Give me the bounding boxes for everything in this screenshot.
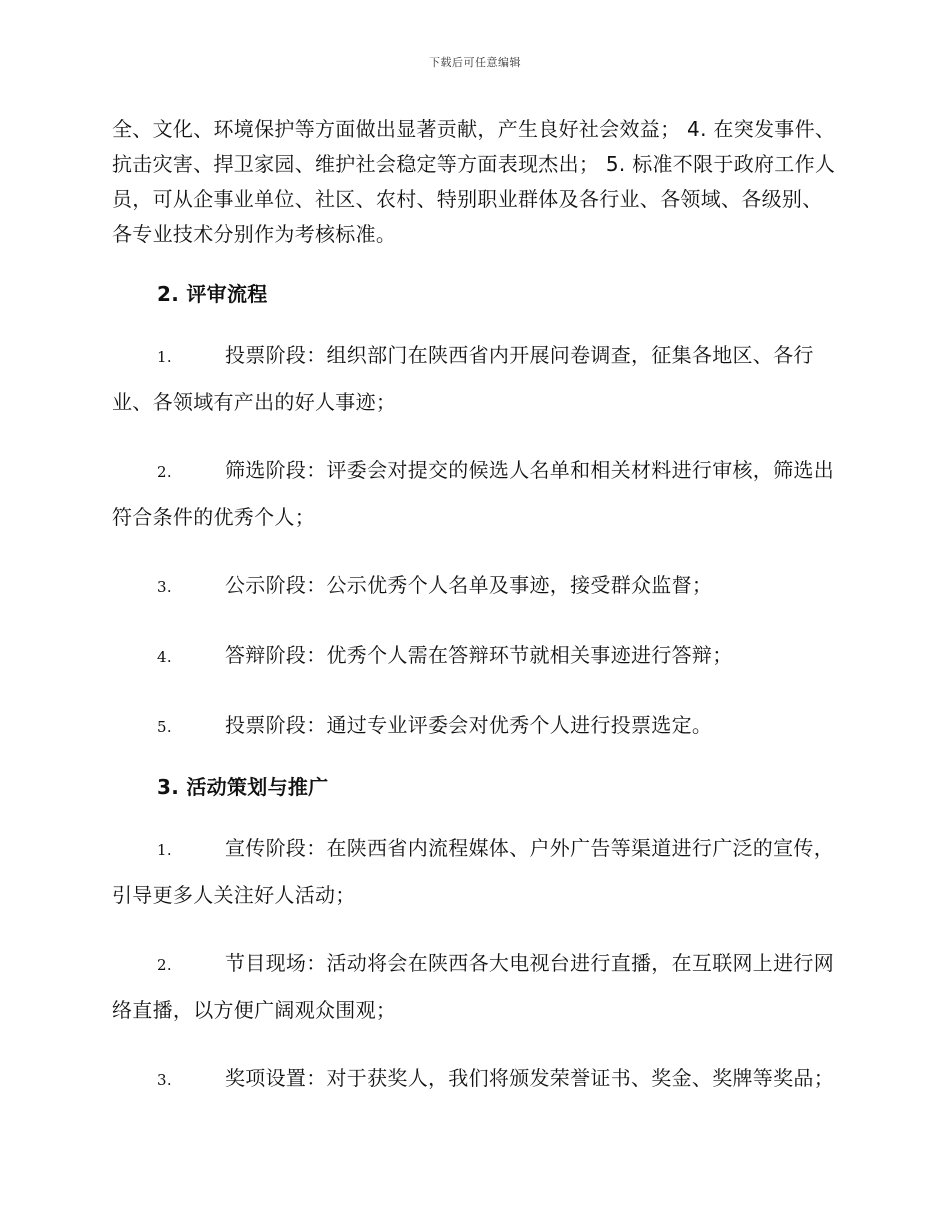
- list-item-number: 4.: [157, 648, 172, 666]
- list-item-number: 2.: [157, 463, 172, 481]
- section-heading-review-process: 2. 评审流程: [157, 282, 268, 306]
- list-item: [112, 941, 838, 1033]
- document-content: [112, 112, 838, 1126]
- list-item: [112, 826, 838, 918]
- list-item-text: 投票阶段：组织部门在陕西省内开展问卷调查，征集各地区、各行业、各领域有产出的好人事迹；: [112, 343, 814, 414]
- list-item: [112, 333, 838, 425]
- list-item-number: 3.: [157, 578, 172, 596]
- list-item: [112, 448, 838, 540]
- list-item-number: 2.: [157, 956, 172, 974]
- list-item-text: 奖项设置：对于获奖人，我们将颁发荣誉证书、奖金、奖牌等奖品；: [225, 1066, 834, 1090]
- list-item-number: 1.: [157, 841, 172, 859]
- list-item-text: 投票阶段：通过专业评委会对优秀个人进行投票选定。: [225, 713, 713, 737]
- list-item-text: 筛选阶段：评委会对提交的候选人名单和相关材料进行审核，筛选出符合条件的优秀个人；: [112, 458, 834, 529]
- list-item: [112, 1056, 838, 1103]
- list-item-text: 节目现场：活动将会在陕西各大电视台进行直播，在互联网上进行网络直播，以方便广阔观众围观；: [112, 951, 834, 1022]
- list-item-number: 5.: [157, 718, 172, 736]
- list-item-text: 宣传阶段：在陕西省内流程媒体、户外广告等渠道进行广泛的宣传，引导更多人关注好人活动；: [112, 836, 834, 907]
- list-item: [112, 633, 838, 680]
- list-item-number: 1.: [157, 348, 172, 366]
- list-item-number: 3.: [157, 1071, 172, 1089]
- list-item-text: 公示阶段：公示优秀个人名单及事迹，接受群众监督；: [225, 573, 713, 597]
- header-note: 下载后可任意编辑: [429, 56, 521, 69]
- list-item-text: 答辩阶段：优秀个人需在答辩环节就相关事迹进行答辩；: [225, 643, 733, 667]
- intro-paragraph: 全、文化、环境保护等方面做出显著贡献，产生良好社会效益； 4. 在突发事件、抗击灾害、捍卫家园、维护社会稳定等方面表现杰出； 5. 标准不限于政府工作人员，可从企事业单位、社区、农村、特别职业群体及各行业、各领域、各级别、各专业技术分别作为考核标准。: [112, 117, 836, 246]
- list-item: [112, 703, 838, 750]
- list-item: [112, 563, 838, 610]
- section-heading-activity-planning: 3. 活动策划与推广: [157, 775, 329, 799]
